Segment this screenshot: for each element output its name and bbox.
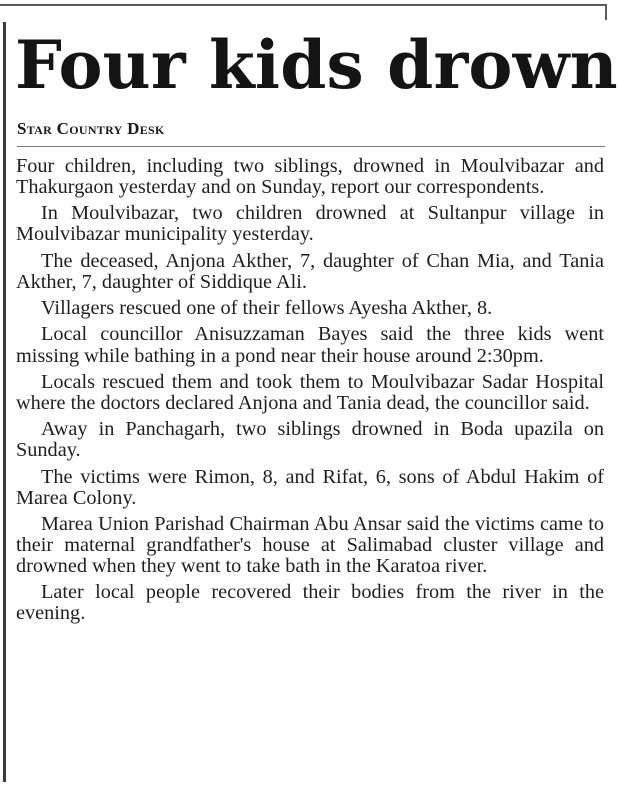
paragraph: Marea Union Parishad Chairman Abu Ansar said the victims came to their maternal grandfather's house at Salimabad cluster village and drowned when they went to take bath in the Karatoa river.	[16, 512, 604, 578]
paragraph: Later local people recovered their bodies from the river in the evening.	[16, 581, 604, 625]
headline: Four kids drown	[15, 26, 618, 104]
byline-divider	[17, 146, 605, 147]
paragraph: Villagers rescued one of their fellows Ayesha Akther, 8.	[41, 297, 493, 320]
paragraph: Four children, including two siblings, drowned in Moulvibazar and Thakurgaon yesterday and on Sunday, report our correspondents.	[16, 155, 604, 199]
paragraph: Locals rescued them and took them to Moulvibazar Sadar Hospital where the doctors declared Anjona and Tania dead, the councillor said.	[16, 370, 604, 414]
paragraph: The deceased, Anjona Akther, 7, daughter of Chan Mia, and Tania Akther, 7, daughter of Siddique Ali.	[16, 249, 604, 293]
article-body	[16, 156, 604, 630]
paragraph: The victims were Rimon, 8, and Rifat, 6, sons of Abdul Hakim of Marea Colony.	[16, 465, 604, 509]
left-column-rule	[3, 22, 6, 782]
right-border-rule	[605, 4, 607, 20]
byline: Star Country Desk	[17, 119, 165, 138]
paragraph: In Moulvibazar, two children drowned at Sultanpur village in Moulvibazar municipality yesterday.	[16, 202, 604, 246]
paragraph: Away in Panchagarh, two siblings drowned in Boda upazila on Sunday.	[16, 418, 604, 462]
top-border-rule	[0, 4, 607, 6]
paragraph: Local councillor Anisuzzaman Bayes said the three kids went missing while bathing in a pond near their house around 2:30pm.	[16, 323, 604, 367]
